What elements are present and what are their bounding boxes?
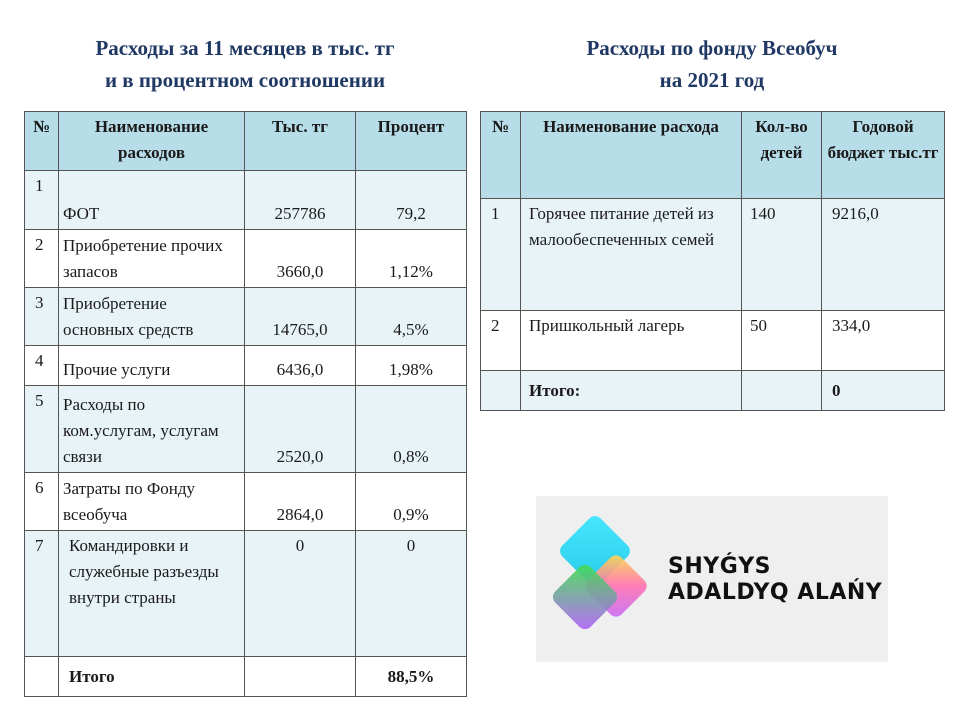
row-num: 3 [25, 288, 59, 346]
row-name: Пришкольный лагерь [521, 311, 742, 371]
header-count: Кол-во детей [742, 112, 822, 199]
row-percent: 0,9% [356, 473, 467, 531]
table-row [481, 311, 945, 371]
logo-line2: ADALDYQ ALAŃY [668, 580, 883, 605]
table-header-row [481, 112, 945, 199]
row-num: 1 [481, 199, 521, 311]
table-row [481, 199, 945, 311]
logo [536, 496, 888, 662]
row-name: Прочие услуги [59, 346, 245, 386]
expenses-table [24, 111, 467, 697]
row-value: 257786 [245, 171, 356, 230]
table-row [25, 531, 467, 657]
row-num: 6 [25, 473, 59, 531]
total-label: Итого: [521, 371, 742, 411]
header-num: № [481, 112, 521, 199]
row-num: 1 [25, 171, 59, 230]
row-budget: 334,0 [822, 311, 945, 371]
table-row [25, 346, 467, 386]
table-row [25, 386, 467, 473]
logo-mark-icon [550, 510, 660, 650]
row-value: 2520,0 [245, 386, 356, 473]
logo-text [668, 554, 882, 606]
row-name: Командировки и служебные разъезды внутри страны [59, 531, 245, 657]
total-num-empty [481, 371, 521, 411]
left-title-line2: и в процентном соотношении [104, 68, 386, 92]
row-name: Затраты по Фонду всеобуча [59, 473, 245, 531]
total-count-empty [742, 371, 822, 411]
row-value: 14765,0 [245, 288, 356, 346]
row-num: 4 [25, 346, 59, 386]
row-name: Горячее питание детей из малообеспеченных семей [521, 199, 742, 311]
header-value: Тыс. тг [245, 112, 356, 171]
header-budget: Годовой бюджет тыс.тг [822, 112, 945, 199]
row-percent: 1,98% [356, 346, 467, 386]
table-row [25, 230, 467, 288]
row-budget: 9216,0 [822, 199, 945, 311]
header-name: Наименование расходов [59, 112, 245, 171]
table-row [25, 473, 467, 531]
header-percent: Процент [356, 112, 467, 171]
row-num: 2 [481, 311, 521, 371]
table-total-row [481, 371, 945, 411]
row-percent: 0 [356, 531, 467, 657]
row-value: 3660,0 [245, 230, 356, 288]
row-percent: 1,12% [356, 230, 467, 288]
logo-line1: SHYǴYS [668, 554, 772, 579]
vseobuch-table [480, 111, 945, 411]
total-label: Итого [59, 657, 245, 697]
row-count: 50 [742, 311, 822, 371]
row-value: 0 [245, 531, 356, 657]
header-name: Наименование расхода [521, 112, 742, 199]
total-num-empty [25, 657, 59, 697]
row-name: Расходы по ком.услугам, услугам связи [59, 386, 245, 473]
row-percent: 79,2 [356, 171, 467, 230]
total-percent: 88,5% [356, 657, 467, 697]
left-title [24, 32, 466, 96]
row-percent: 4,5% [356, 288, 467, 346]
row-value: 6436,0 [245, 346, 356, 386]
right-title-line2: на 2021 год [659, 68, 765, 92]
row-name: ФОТ [59, 171, 245, 230]
row-name: Приобретение прочих запасов [59, 230, 245, 288]
right-title [480, 32, 944, 96]
table-header-row [25, 112, 467, 171]
right-title-line1: Расходы по фонду Всеобуч [586, 36, 838, 60]
row-percent: 0,8% [356, 386, 467, 473]
row-count: 140 [742, 199, 822, 311]
row-value: 2864,0 [245, 473, 356, 531]
table-total-row [25, 657, 467, 697]
table-row [25, 288, 467, 346]
row-num: 7 [25, 531, 59, 657]
header-num: № [25, 112, 59, 171]
total-budget: 0 [822, 371, 945, 411]
left-title-line1: Расходы за 11 месяцев в тыс. тг [95, 36, 395, 60]
row-num: 5 [25, 386, 59, 473]
row-num: 2 [25, 230, 59, 288]
table-row [25, 171, 467, 230]
row-name: Приобретение основных средств [59, 288, 245, 346]
total-value-empty [245, 657, 356, 697]
